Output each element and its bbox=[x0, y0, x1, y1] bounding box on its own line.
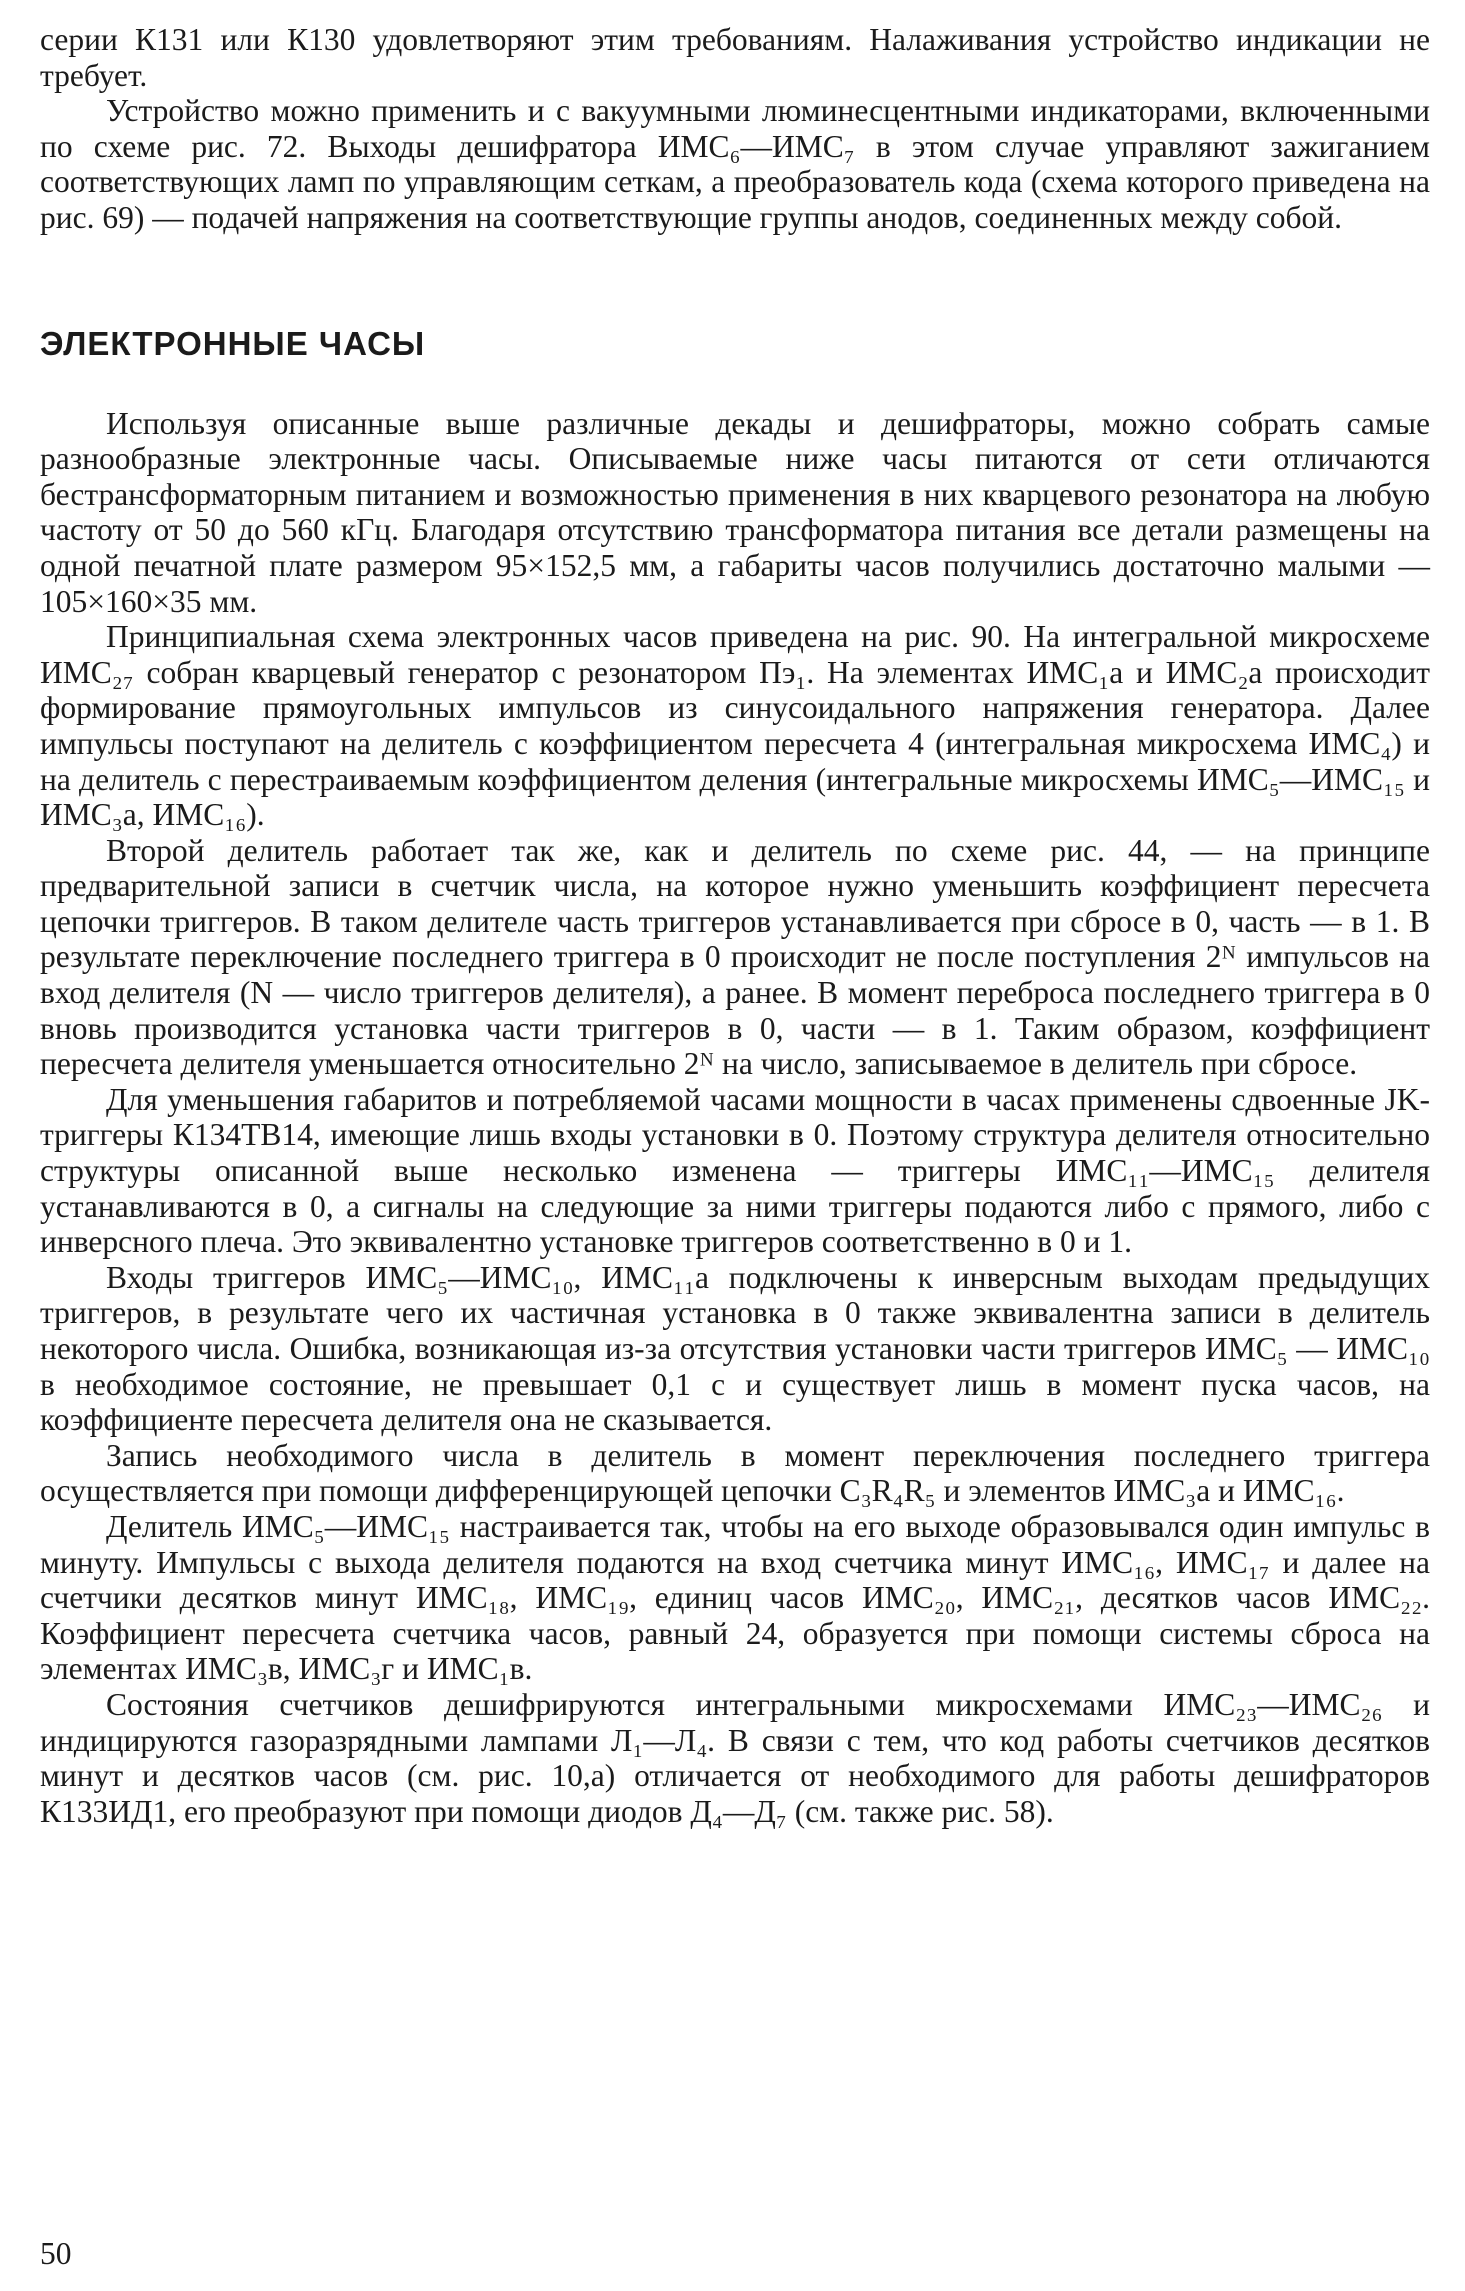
paragraph: Второй делитель работает так же, как и делитель по схеме рис. 44, — на принципе предварительной записи в счетчик числа, на которое нужно уменьшить коэффициент пересчета цепочки триггеров. В таком делителе часть триггеров устанавливается при сбросе в 0, часть — в 1. В результате переключение последнего триггера в 0 происходит не после поступления 2ᴺ импульсов на вход делителя (N — число триггеров делителя), а ранее. В момент переброса последнего триггера в 0 вновь производится установка части триггеров в 0, части — в 1. Таким образом, коэффициент пересчета делителя уменьшается относительно 2ᴺ на число, записываемое в делитель при сбросе. bbox=[40, 832, 1430, 1082]
page-number: 50 bbox=[40, 2236, 72, 2272]
paragraph: Входы триггеров ИМС₅—ИМС₁₀, ИМС₁₁а подключены к инверсным выходам предыдущих триггеров, в результате чего их частичная установка в 0 также эквивалентна записи в делитель некоторого числа. Ошибка, возникающая из-за отсутствия установки части триггеров ИМС₅ — ИМС₁₀ в необходимое состояние, не превышает 0,1 с и существует лишь в момент пуска часов, на коэффициенте пересчета делителя она не сказывается. bbox=[40, 1259, 1430, 1438]
document-page bbox=[40, 22, 1430, 2272]
paragraph-continuation: серии К131 или К130 удовлетворяют этим требованиям. Налаживания устройство индикации не требует. bbox=[40, 22, 1430, 93]
paragraph: Делитель ИМС₅—ИМС₁₅ настраивается так, чтобы на его выходе образовывался один импульс в минуту. Импульсы с выхода делителя подаются на вход счетчика минут ИМС₁₆, ИМС₁₇ и далее на счетчики десятков минут ИМС₁₈, ИМС₁₉, единиц часов ИМС₂₀, ИМС₂₁, десятков часов ИМС₂₂. Коэффициент пересчета счетчика часов, равный 24, образуется при помощи системы сброса на элементах ИМС₃в, ИМС₃г и ИМС₁в. bbox=[40, 1508, 1430, 1687]
paragraph: Используя описанные выше различные декады и дешифраторы, можно собрать самые разнообразные электронные часы. Описываемые ниже часы питаются от сети отличаются бестрансформаторным питанием и возможностью применения в них кварцевого резонатора на любую частоту от 50 до 560 кГц. Благодаря отсутствию трансформатора питания все детали размещены на одной печатной плате размером 95×152,5 мм, а габариты часов получились достаточно малыми — 105×160×35 мм. bbox=[40, 405, 1430, 619]
paragraph-vacuum-indicators: Устройство можно применить и с вакуумными люминесцентными индикаторами, включенными по схеме рис. 72. Выходы дешифратора ИМС₆—ИМС₇ в этом случае управляют зажиганием соответствующих ламп по управляющим сеткам, а преобразователь кода (схема которого приведена на рис. 69) — подачей напряжения на соответствующие группы анодов, соединенных между собой. bbox=[40, 93, 1430, 235]
paragraph: Принципиальная схема электронных часов приведена на рис. 90. На интегральной микросхеме ИМС₂₇ собран кварцевый генератор с резонатором Пэ₁. На элементах ИМС₁а и ИМС₂а происходит формирование прямоугольных импульсов из синусоидального напряжения генератора. Далее импульсы поступают на делитель с коэффициентом пересчета 4 (интегральная микросхема ИМС₄) и на делитель с перестраиваемым коэффициентом деления (интегральные микросхемы ИМС₅—ИМС₁₅ и ИМС₃а, ИМС₁₆). bbox=[40, 619, 1430, 833]
section-title: ЭЛЕКТРОННЫЕ ЧАСЫ bbox=[40, 324, 426, 362]
paragraph: Запись необходимого числа в делитель в момент переключения последнего триггера осуществляется при помощи дифференцирующей цепочки C₃R₄R₅ и элементов ИМС₃а и ИМС₁₆. bbox=[40, 1437, 1430, 1509]
paragraph: Состояния счетчиков дешифрируются интегральными микросхемами ИМС₂₃—ИМС₂₆ и индицируются газоразрядными лампами Л₁—Л₄. В связи с тем, что код работы счетчиков десятков минут и десятков часов (см. рис. 10,а) отличается от необходимого для работы дешифраторов К133ИД1, его преобразуют при помощи диодов Д₄—Д₇ (см. также рис. 58). bbox=[40, 1686, 1430, 1829]
paragraph: Для уменьшения габаритов и потребляемой часами мощности в часах применены сдвоенные JK-триггеры К134ТВ14, имеющие лишь входы установки в 0. Поэтому структура делителя относительно структуры описанной выше несколько изменена — триггеры ИМС₁₁—ИМС₁₅ делителя устанавливаются в 0, а сигналы на следующие за ними триггеры подаются либо с прямого, либо с инверсного плеча. Это эквивалентно установке триггеров соответственно в 0 и 1. bbox=[40, 1081, 1430, 1260]
